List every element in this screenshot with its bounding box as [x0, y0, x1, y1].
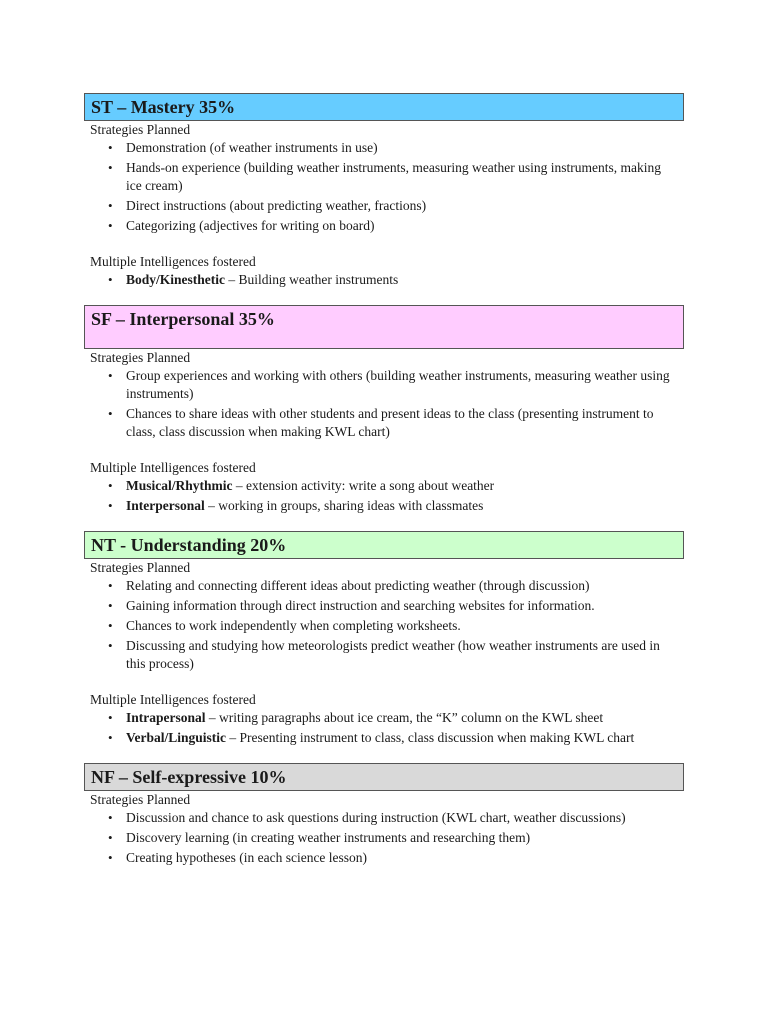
mi-list-st	[84, 271, 684, 289]
strategies-label-st: Strategies Planned	[90, 122, 191, 137]
strategies-label-sf: Strategies Planned	[90, 350, 191, 365]
section-header-st: ST – Mastery 35%	[84, 93, 684, 121]
bullet-icon: •	[108, 198, 113, 213]
bullet-icon: •	[108, 368, 113, 383]
bullet-icon: •	[108, 218, 113, 233]
bullet-icon: •	[108, 578, 113, 593]
list-item: • Chances to work independently when completing worksheets.	[108, 618, 461, 633]
intelligence-name: Verbal/Linguistic	[126, 730, 227, 745]
bullet-icon: •	[108, 830, 113, 845]
bullet-icon: •	[108, 810, 113, 825]
list-item: • Body/Kinesthetic – Building weather instruments	[108, 272, 399, 287]
list-item: • Musical/Rhythmic – extension activity: write a song about weather	[108, 478, 495, 493]
list-item: • Categorizing (adjectives for writing on board)	[108, 218, 375, 233]
list-item: • Verbal/Linguistic – Presenting instrument to class, class discussion when making KWL chart	[108, 730, 635, 745]
bullet-icon: •	[108, 850, 113, 865]
document-page	[84, 93, 684, 869]
mi-label-nt: Multiple Intelligences fostered	[90, 692, 256, 707]
bullet-icon: •	[108, 638, 113, 653]
strategies-list-nt	[84, 577, 684, 673]
mi-label-sf: Multiple Intelligences fostered	[90, 460, 256, 475]
bullet-icon: •	[108, 498, 113, 513]
intelligence-name: Intrapersonal	[126, 710, 206, 725]
list-item: • Relating and connecting different ideas about predicting weather (through discussion)	[108, 578, 590, 593]
mi-label-st: Multiple Intelligences fostered	[90, 254, 256, 269]
list-item: • Discussion and chance to ask questions during instruction (KWL chart, weather discussions)	[108, 810, 626, 825]
list-item: • Gaining information through direct instruction and searching websites for information.	[108, 598, 595, 613]
strategies-label-nf: Strategies Planned	[90, 792, 191, 807]
section-sf	[84, 305, 684, 515]
list-item: • Interpersonal – working in groups, sharing ideas with classmates	[108, 498, 484, 513]
bullet-icon: •	[108, 406, 113, 421]
bullet-icon: •	[108, 160, 113, 175]
list-item: • Discovery learning (in creating weather instruments and researching them)	[108, 830, 531, 845]
intelligence-name: Interpersonal	[126, 498, 205, 513]
section-header-nt: NT - Understanding 20%	[84, 531, 684, 559]
section-nf	[84, 763, 684, 867]
list-item: • Demonstration (of weather instruments in use)	[108, 140, 378, 155]
list-item: • Discussing and studying how meteorologists predict weather (how weather instruments are used in this process)	[108, 638, 660, 671]
strategies-list-nf	[84, 809, 684, 867]
strategies-list-sf	[84, 367, 684, 441]
bullet-icon: •	[108, 730, 113, 745]
list-item: • Creating hypotheses (in each science lesson)	[108, 850, 368, 865]
intelligence-name: Body/Kinesthetic	[126, 272, 226, 287]
section-st	[84, 93, 684, 289]
list-item: • Direct instructions (about predicting weather, fractions)	[108, 198, 427, 213]
list-item: • Chances to share ideas with other students and present ideas to the class (presenting instrument to class, class discussion when making KWL chart)	[108, 406, 654, 439]
strategies-list-st	[84, 139, 684, 235]
bullet-icon: •	[108, 478, 113, 493]
list-item: • Intrapersonal – writing paragraphs about ice cream, the “K” column on the KWL sheet	[108, 710, 604, 725]
bullet-icon: •	[108, 140, 113, 155]
list-item: • Hands-on experience (building weather instruments, measuring weather using instruments, making ice cream)	[108, 160, 661, 193]
intelligence-name: Musical/Rhythmic	[126, 478, 233, 493]
section-header-nf: NF – Self-expressive 10%	[84, 763, 684, 791]
bullet-icon: •	[108, 598, 113, 613]
bullet-icon: •	[108, 618, 113, 633]
section-nt	[84, 531, 684, 747]
bullet-icon: •	[108, 272, 113, 287]
bullet-icon: •	[108, 710, 113, 725]
section-header-sf: SF – Interpersonal 35%	[84, 305, 684, 349]
strategies-label-nt: Strategies Planned	[90, 560, 191, 575]
mi-list-nt	[84, 709, 684, 747]
list-item: • Group experiences and working with others (building weather instruments, measuring weather using instruments)	[108, 368, 670, 401]
mi-list-sf	[84, 477, 684, 515]
